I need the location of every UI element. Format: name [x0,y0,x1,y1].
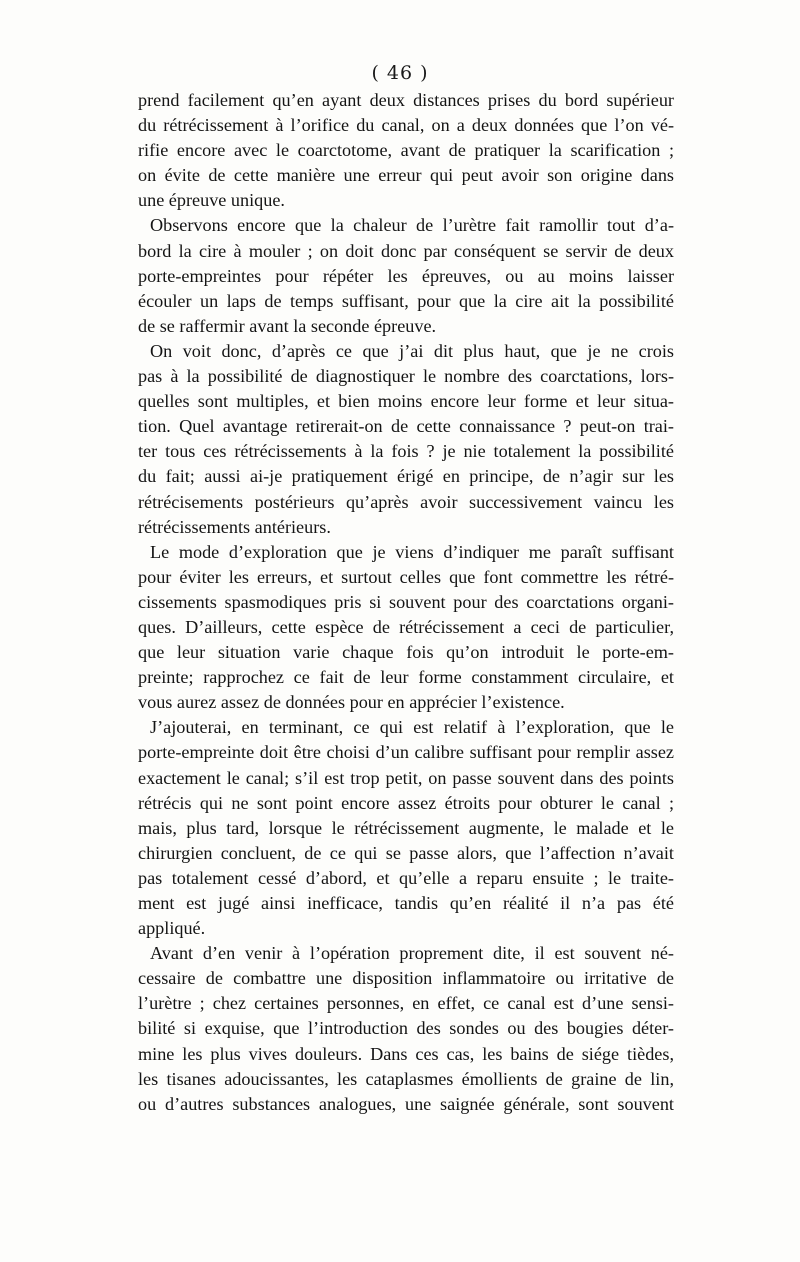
text-line: que leur situation varie chaque fois qu’on introduit le porte-em- [138,642,674,663]
text-line: cessaire de combattre une disposition inflammatoire ou irritative de [138,968,674,989]
paragraph-5 [138,715,674,941]
text-line: J’ajouterai, en terminant, ce qui est relatif à l’exploration, que le [150,717,674,738]
text-line: Observons encore que la chaleur de l’urètre fait ramollir tout d’a- [150,215,674,236]
text-line: ment est jugé ainsi inefficace, tandis qu’en réalité il n’a pas été [138,893,674,913]
text-line: ter tous ces rétrécissements à la fois ? je nie totalement la possibilité [138,441,674,462]
body-text [138,88,674,1117]
text-line: mine les plus vives douleurs. Dans ces cas, les bains de siége tièdes, [138,1043,674,1064]
text-line: porte-empreintes pour répéter les épreuves, ou au moins laisser [138,265,674,286]
text-line: On voit donc, d’après ce que j’ai dit plus haut, que je ne crois [150,340,674,361]
text-line: chirurgien concluent, de ce qui se passe alors, que l’affection n’avait [138,842,674,863]
text-line: exactement le canal; s’il est trop petit, on passe souvent dans des points [138,767,674,788]
text-line: preinte; rapprochez ce fait de leur forme constamment circulaire, et [138,667,674,688]
text-line: du fait; aussi ai-je pratiquement érigé en principe, de n’agir sur les [138,466,674,487]
text-line: écouler un laps de temps suffisant, pour que la cire ait la possibilité [138,290,674,311]
text-line: Avant d’en venir à l’opération proprement dite, il est souvent né- [150,943,674,964]
text-line: bilité si exquise, que l’introduction des sondes ou des bougies déter- [138,1018,674,1039]
paragraph-3 [138,339,674,540]
page-number: ( 46 ) [371,62,429,84]
paragraph-2 [138,213,674,338]
text-line: pas totalement cessé d’abord, et qu’elle a reparu ensuite ; le traite- [138,867,674,888]
text-line: du rétrécissement à l’orifice du canal, on a deux données que l’on vé- [138,115,674,136]
text-line: bord la cire à mouler ; on doit donc par conséquent se servir de deux [138,240,674,261]
text-line: Le mode d’exploration que je viens d’indiquer me paraît suffisant [150,541,674,562]
paragraph-6 [138,941,674,1117]
text-line: quelles sont multiples, et bien moins encore leur forme et leur situa- [138,391,674,412]
paragraph-4 [138,540,674,716]
text-line: rétrécisements postérieurs qu’après avoir successivement vaincu les [138,491,674,512]
text-line: on évite de cette manière une erreur qui peut avoir son origine dans [138,165,674,186]
text-line: tion. Quel avantage retirerait-on de cette connaissance ? peut-on trai- [138,416,674,437]
text-line: pas à la possibilité de diagnostiquer le nombre des coarctations, lors- [138,366,674,387]
text-line: cissements spasmodiques pris si souvent pour des coarctations organi- [138,591,674,612]
text-line: rétrécissements antérieurs. [138,516,331,537]
text-line: pour éviter les erreurs, et surtout celles que font commettre les rétré- [138,566,674,587]
text-line: vous aurez assez de données pour en apprécier l’existence. [138,692,565,713]
text-line: ou d’autres substances analogues, une saignée générale, sont souvent [138,1093,674,1114]
text-line: une épreuve unique. [138,190,285,211]
text-line: de se raffermir avant la seconde épreuve. [138,315,437,336]
text-line: mais, plus tard, lorsque le rétrécissement augmente, le malade et le [138,817,674,838]
paragraph-1 [138,88,674,213]
text-line: les tisanes adoucissantes, les cataplasmes émollients de graine de lin, [138,1068,674,1089]
text-line: prend facilement qu’en ayant deux distances prises du bord supérieur [138,90,674,110]
text-line: porte-empreinte doit être choisi d’un calibre suffisant pour remplir assez [138,742,674,763]
text-line: rifie encore avec le coarctotome, avant de pratiquer la scarification ; [138,140,674,161]
text-line: l’urètre ; chez certaines personnes, en effet, ce canal est d’une sensi- [138,993,674,1014]
text-line: ques. D’ailleurs, cette espèce de rétrécissement a ceci de particulier, [138,616,674,637]
text-line: rétrécis qui ne sont point encore assez étroits pour obturer le canal ; [138,792,674,813]
text-line: appliqué. [138,918,206,939]
